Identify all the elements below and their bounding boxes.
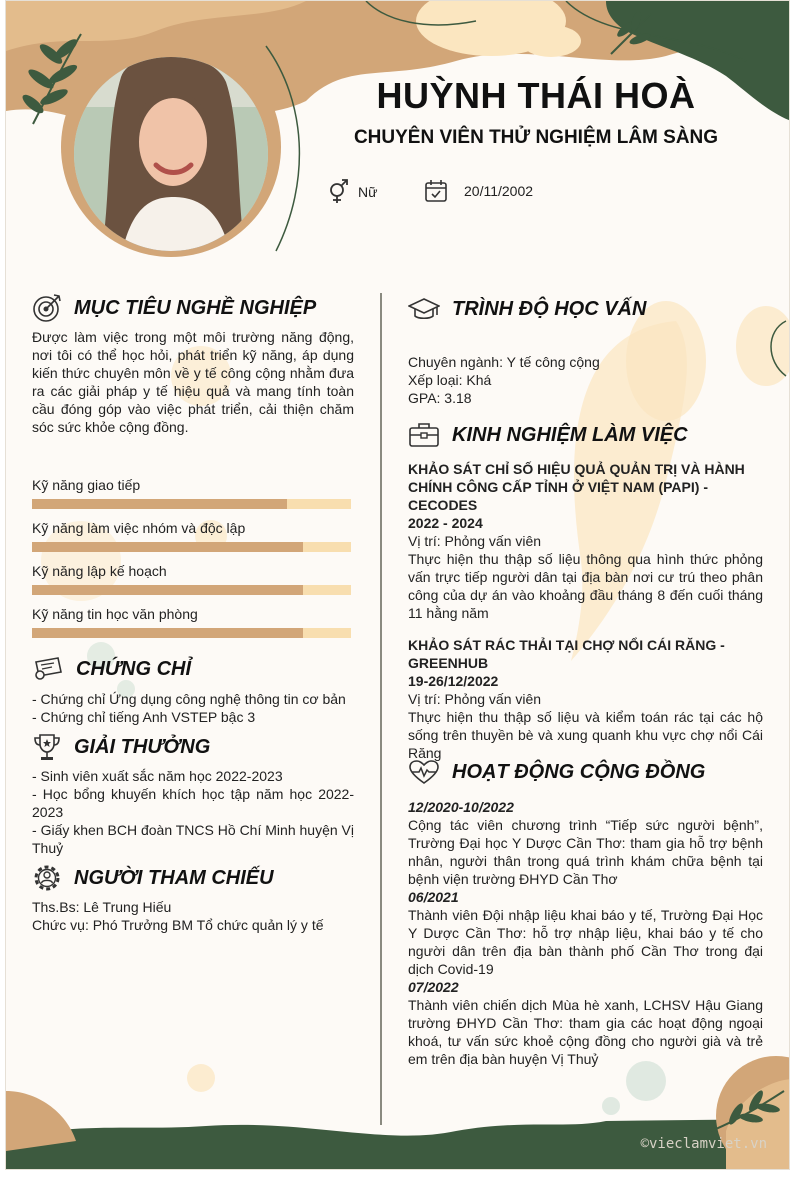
decorative-curve [256,41,316,261]
experience-item [408,636,763,762]
community-desc: Cộng tác viên chương trình “Tiếp sức người bệnh”, Trường Đại học Y Dược Cần Thơ: tham gia hỗ trợ bệnh nhân, người thân trong quá trình khám chữa bệnh tại bệnh viện trường ĐHYD Cần Thơ [408,817,763,887]
birthdate-value: 20/11/2002 [464,183,534,199]
community-title: HOẠT ĐỘNG CỘNG ĐỒNG [452,760,706,783]
experience-name: KHẢO SÁT CHỈ SỐ HIỆU QUẢ QUẢN TRỊ VÀ HÀNH CHÍNH CÔNG CẤP TỈNH Ở VIỆT NAM (PAPI) - CECODES [408,461,745,513]
certificate-item: - Chứng chỉ Ứng dụng công nghệ thông tin cơ bản [32,691,346,707]
experience-role: Vị trí: Phỏng vấn viên [408,533,542,549]
certificates-list [32,690,362,726]
trophy-icon [32,732,62,762]
references-title: NGƯỜI THAM CHIẾU [74,866,274,889]
avatar-photo [61,37,281,257]
experience-role: Vị trí: Phỏng vấn viên [408,691,542,707]
education-heading [408,296,646,322]
community-list [408,798,763,1068]
leaf-icon [706,1086,786,1136]
skill-bar [32,542,351,552]
career-goal-text: Được làm việc trong một môi trường năng động, nơi tôi có thể học hỏi, phát triển kỹ năng, áp dụng kiến thức chuyên môn về y tế công cộng nhằm đưa ra các giải pháp y tế hiệu quả và mang tính toàn cầu đóng góp vào việc phát triển, cải thiện chăm sóc sức khỏe cộng đồng. [32,329,354,435]
career-goal-heading [32,293,316,323]
job-title: CHUYÊN VIÊN THỬ NGHIỆM LÂM SÀNG [353,127,719,148]
community-desc: Thành viên chiến dịch Mùa hè xanh, LCHSV Hậu Giang trường ĐHYD Cần Thơ: tham gia các hoạt động ngoại khoá, tư vấn sức khoẻ cộng đồng cho người già và trẻ em trên địa bàn huyện Vị Thuỷ [408,997,763,1067]
gear-person-icon [32,863,62,893]
column-divider [380,293,382,1125]
skill-label: Kỹ năng lập kế hoạch [32,563,167,579]
community-date: 12/2020-10/2022 [408,799,514,815]
award-item: - Giấy khen BCH đoàn TNCS Hồ Chí Minh huyện Vị Thuỷ [32,822,354,856]
career-goal-title: MỤC TIÊU NGHỀ NGHIỆP [74,296,317,319]
reference-position: Chức vụ: Phó Trưởng BM Tổ chức quản lý y tế [32,917,324,933]
education-title: TRÌNH ĐỘ HỌC VẤN [452,297,647,320]
certificates-title: CHỨNG CHỈ [76,657,192,680]
skill-bar [32,499,351,509]
gender-value: Nữ [358,184,378,200]
skill-bar-fill [32,542,303,552]
gender-info [324,179,377,205]
experience-period: 19-26/12/2022 [408,673,499,689]
education-body [408,353,768,407]
skill-label: Kỹ năng giao tiếp [32,477,141,493]
watermark: ©vieclamviet.vn [640,1136,767,1152]
experience-desc: Thực hiện thu thập số liệu thông qua hình thức phỏng vấn trực tiếp người dân tại địa bàn nơi cư trú theo phân công của dự án vào khoảng đầu tháng 8 đến cuối tháng 11 hằng năm [408,551,763,621]
graduation-cap-icon [408,296,440,322]
skill-label: Kỹ năng làm việc nhóm và độc lập [32,520,246,536]
education-major: Chuyên ngành: Y tế công cộng [408,354,600,370]
certificate-icon [32,656,64,682]
experience-list [408,460,763,762]
cv-page [5,0,790,1170]
skill-label: Kỹ năng tin học văn phòng [32,606,198,622]
heartbeat-icon [408,759,440,785]
person-name: HUỲNH THÁI HOÀ [376,75,696,116]
experience-title: KINH NGHIỆM LÀM VIỆC [452,423,688,446]
skill-bar-fill [32,585,303,595]
community-date: 06/2021 [408,889,459,905]
experience-heading [408,421,688,449]
skill-bar [32,628,351,638]
gender-icon [324,179,350,205]
references-body [32,898,362,934]
education-gpa: GPA: 3.18 [408,390,472,406]
community-heading [408,759,705,785]
certificate-item: - Chứng chỉ tiếng Anh VSTEP bậc 3 [32,709,256,725]
leaf-icon [606,9,656,59]
target-icon [32,293,62,323]
experience-desc: Thực hiện thu thập số liệu và kiểm toán rác tại các hộ sống trên thuyền bè và xung quanh khu vực chợ nổi Cái Răng [408,709,763,761]
reference-name: Ths.Bs: Lê Trung Hiếu [32,899,172,915]
skill-bar [32,585,351,595]
awards-title: GIẢI THƯỞNG [74,735,211,758]
community-desc: Thành viên Đội nhập liệu khai báo y tế, Trường Đại Học Y Dược Cần Thơ: hỗ trợ nhập liệu, khai báo y tế cho người dân trên địa bàn thành phố Cần Thơ trong đại dịch Covid-19 [408,907,763,977]
awards-heading [32,732,210,762]
education-rank: Xếp loại: Khá [408,372,492,388]
experience-period: 2022 - 2024 [408,515,483,531]
birthdate-info [424,179,533,203]
avatar [61,37,281,257]
briefcase-icon [408,421,440,449]
experience-item [408,460,763,622]
skill-bar-fill [32,628,303,638]
awards-list [32,767,354,857]
references-heading [32,863,274,893]
skill-bar-fill [32,499,287,509]
community-date: 07/2022 [408,979,459,995]
award-item: - Học bổng khuyến khích học tập năm học 2022-2023 [32,786,354,820]
calendar-icon [424,179,448,203]
experience-name: KHẢO SÁT RÁC THẢI TẠI CHỢ NỔI CÁI RĂNG - GREENHUB [408,637,725,671]
certificates-heading [32,656,191,682]
award-item: - Sinh viên xuất sắc năm học 2022-2023 [32,768,283,784]
